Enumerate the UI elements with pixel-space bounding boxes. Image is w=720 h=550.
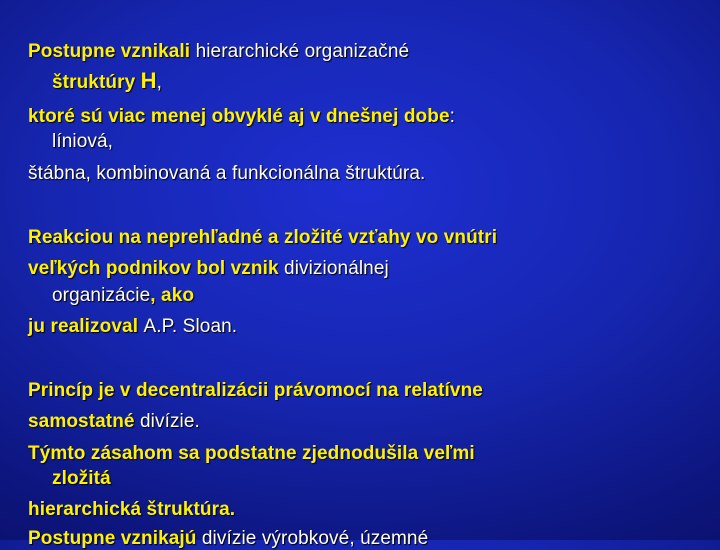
text-run: hierarchické organizačné — [195, 41, 410, 62]
text-line — [28, 106, 455, 128]
text-run: H — [140, 68, 157, 93]
text-run: Princíp je v decentralizácii právomocí na relatívne — [28, 380, 483, 401]
text-line — [28, 258, 389, 280]
text-run: ako — [155, 285, 195, 306]
text-run: divízie výrobkové, územné — [201, 528, 429, 549]
text-run: líniová, — [52, 131, 114, 152]
text-line — [52, 285, 194, 307]
text-run: organizácie — [52, 285, 151, 306]
text-run: divizionálnej — [284, 258, 389, 279]
text-run: , — [150, 285, 156, 306]
text-run: Postupne vznikali — [28, 41, 196, 62]
text-run: divízie. — [139, 411, 200, 432]
text-run: samostatné — [28, 411, 140, 432]
text-run: štruktúry — [52, 72, 141, 93]
text-line — [28, 316, 237, 338]
text-line — [28, 227, 497, 249]
text-line — [52, 131, 113, 153]
text-line — [28, 528, 428, 550]
text-line — [28, 380, 483, 402]
text-line — [52, 468, 111, 490]
text-run: Postupne vznikajú — [28, 528, 202, 549]
text-run: štábna, kombinovaná a funkcionálna štruktúra. — [28, 163, 426, 184]
text-run: Týmto zásahom sa podstatne zjednodušila veľmi — [28, 443, 475, 464]
text-run: , — [156, 72, 163, 93]
text-line — [28, 443, 475, 465]
text-run: ju realizoval — [28, 316, 144, 337]
text-run: A.P. Sloan. — [143, 316, 238, 337]
text-line — [28, 41, 409, 63]
text-run: hierarchická štruktúra. — [28, 499, 236, 520]
text-run: zložitá — [52, 468, 111, 489]
text-line — [28, 411, 200, 433]
text-line — [28, 163, 425, 185]
text-run: Reakciou na neprehľadné a zložité vzťahy vo vnútri — [28, 227, 498, 248]
text-line — [28, 499, 235, 521]
text-run: veľkých podnikov bol vznik — [28, 258, 285, 279]
text-line — [52, 70, 162, 94]
text-run: : — [449, 106, 455, 127]
text-run: ktoré sú viac menej obvyklé aj v dnešnej dobe — [28, 106, 450, 127]
